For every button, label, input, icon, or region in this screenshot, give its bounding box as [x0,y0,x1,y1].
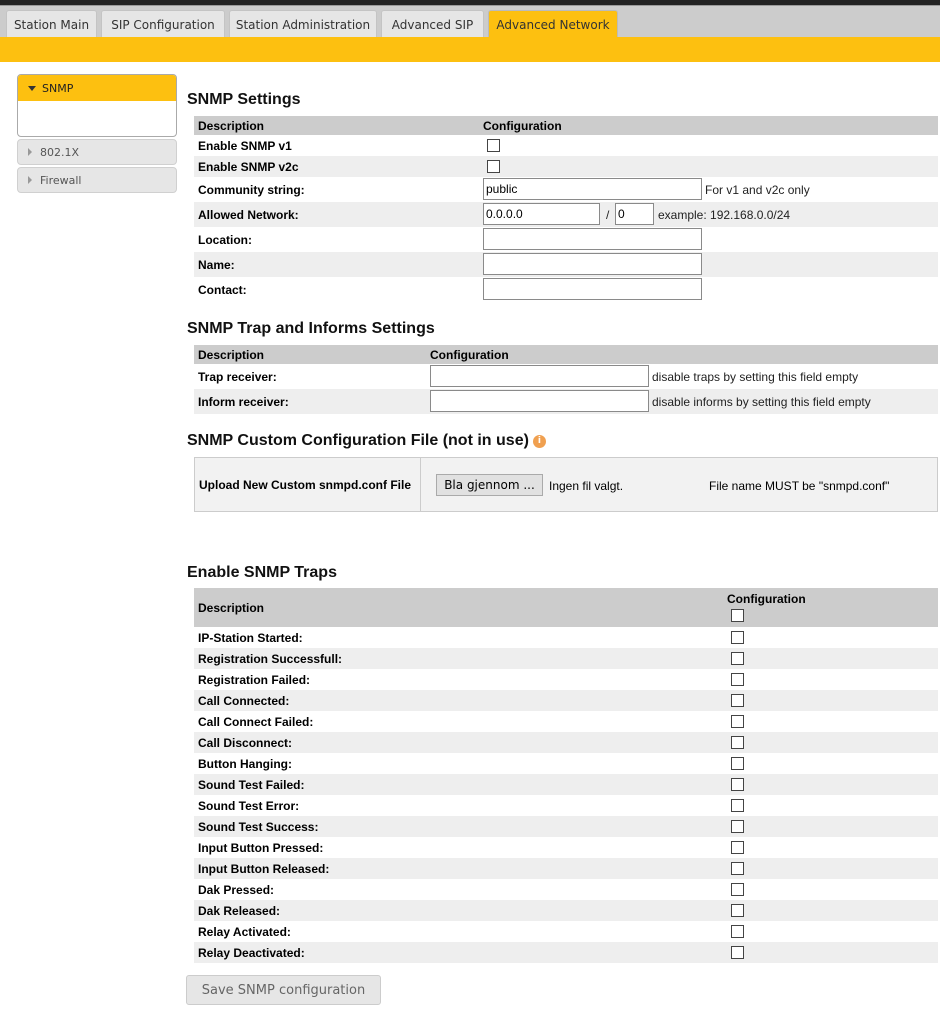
location-label: Location: [198,232,252,247]
trap-label: Call Disconnect: [198,735,293,750]
table-row [194,227,938,252]
tab-advanced-network[interactable]: Advanced Network [488,10,618,39]
info-icon[interactable]: i [533,435,546,448]
trap-receiver-input[interactable] [430,365,649,387]
sidebar [17,74,177,193]
col-configuration: Configuration [430,347,509,362]
sidebar-item-label: SNMP [42,81,74,95]
tab-station-administration[interactable]: Station Administration [229,10,377,39]
col-configuration: Configuration [727,592,806,606]
select-all-traps-checkbox[interactable] [731,609,744,622]
allowed-network-label: Allowed Network: [198,207,299,222]
allowed-network-note: example: 192.168.0.0/24 [658,207,791,222]
enable-traps-title: Enable SNMP Traps [187,564,337,581]
save-snmp-configuration-button[interactable]: Save SNMP configuration [186,975,381,1005]
table-row [194,364,938,389]
browse-file-button[interactable]: Bla gjennom ... [436,474,543,496]
tab-bar [0,5,940,37]
table-row [194,648,938,669]
trap-receiver-note: disable traps by setting this field empty [652,369,859,384]
table-row [194,156,938,177]
col-description: Description [198,118,265,133]
caret-right-icon [28,148,32,156]
trap-checkbox[interactable] [731,757,744,770]
community-string-input[interactable] [483,178,702,200]
sidebar-item-802-1x[interactable] [17,139,177,165]
trap-checkbox[interactable] [731,736,744,749]
enable-snmp-v2c-label: Enable SNMP v2c [198,159,299,174]
trap-checkbox[interactable] [731,652,744,665]
tab-content-bar [0,37,940,62]
inform-receiver-input[interactable] [430,390,649,412]
tab-advanced-sip[interactable]: Advanced SIP [381,10,484,39]
table-row [194,774,938,795]
table-row [194,816,938,837]
table-row [194,858,938,879]
table-row [194,202,938,227]
network-prefix-input[interactable] [615,203,654,225]
trap-checkbox[interactable] [731,862,744,875]
trap-label: Dak Pressed: [198,882,275,897]
table-row [194,277,938,302]
inform-receiver-label: Inform receiver: [198,394,289,409]
tab-station-main[interactable]: Station Main [6,10,97,39]
col-description: Description [198,601,265,615]
trap-receiver-label: Trap receiver: [198,369,277,384]
trap-checkbox[interactable] [731,883,744,896]
enable-snmp-v1-label: Enable SNMP v1 [198,138,292,153]
table-row [194,252,938,277]
no-file-selected-text: Ingen fil valgt. [549,479,624,493]
name-input[interactable] [483,253,702,275]
upload-divider [420,458,421,511]
community-string-note: For v1 and v2c only [705,182,810,197]
table-row [194,837,938,858]
table-row [194,627,938,648]
trap-checkbox[interactable] [731,799,744,812]
trap-settings-title: SNMP Trap and Informs Settings [187,320,435,337]
table-row [194,669,938,690]
trap-label: Sound Test Error: [198,798,300,813]
trap-checkbox[interactable] [731,673,744,686]
table-row [194,753,938,774]
sidebar-item-firewall[interactable] [17,167,177,193]
trap-checkbox[interactable] [731,694,744,707]
table-row [194,711,938,732]
trap-checkbox[interactable] [731,946,744,959]
trap-label: Input Button Pressed: [198,840,324,855]
table-row [194,942,938,963]
snmp-settings-title: SNMP Settings [187,91,301,108]
sidebar-item-label: Firewall [40,173,82,187]
custom-file-title-text: SNMP Custom Configuration File (not in use) [187,432,529,449]
table-row [194,732,938,753]
table-row [194,900,938,921]
trap-label: Relay Deactivated: [198,945,305,960]
sidebar-item-snmp [17,74,177,137]
trap-checkbox[interactable] [731,778,744,791]
contact-label: Contact: [198,282,247,297]
name-label: Name: [198,257,235,272]
sidebar-item-snmp-header[interactable] [18,75,176,101]
trap-label: IP-Station Started: [198,630,303,645]
table-row [194,135,938,156]
table-header [194,345,938,364]
trap-label: Relay Activated: [198,924,291,939]
caret-down-icon [28,86,36,91]
sidebar-item-label: 802.1X [40,145,80,159]
caret-right-icon [28,176,32,184]
trap-label: Sound Test Failed: [198,777,305,792]
table-row [194,177,938,202]
trap-checkbox[interactable] [731,631,744,644]
trap-label: Dak Released: [198,903,281,918]
col-description: Description [198,347,265,362]
trap-label: Call Connected: [198,693,290,708]
trap-settings-table [194,345,938,414]
upload-label: Upload New Custom snmpd.conf File [199,478,412,492]
trap-label: Sound Test Success: [198,819,319,834]
enable-snmp-v2c-checkbox[interactable] [487,160,500,173]
trap-checkbox[interactable] [731,715,744,728]
col-configuration: Configuration [483,118,562,133]
trap-checkbox[interactable] [731,820,744,833]
trap-label: Call Connect Failed: [198,714,314,729]
tab-sip-configuration[interactable]: SIP Configuration [101,10,225,39]
community-string-label: Community string: [198,182,305,197]
trap-label: Input Button Released: [198,861,330,876]
table-row [194,690,938,711]
trap-checkbox[interactable] [731,904,744,917]
table-row [194,879,938,900]
trap-label: Button Hanging: [198,756,292,771]
network-separator: / [606,207,610,222]
contact-input[interactable] [483,278,702,300]
trap-checkbox[interactable] [731,841,744,854]
table-row [194,921,938,942]
enable-traps-table [194,588,938,963]
table-header [194,588,938,627]
location-input[interactable] [483,228,702,250]
trap-label: Registration Failed: [198,672,311,687]
custom-file-title [187,432,546,450]
table-row [194,795,938,816]
snmp-settings-table [194,116,938,302]
upload-panel [194,457,938,512]
trap-label: Registration Successfull: [198,651,343,666]
allowed-network-input[interactable] [483,203,600,225]
trap-checkbox[interactable] [731,925,744,938]
table-header [194,116,938,135]
table-row [194,389,938,414]
enable-snmp-v1-checkbox[interactable] [487,139,500,152]
file-name-note: File name MUST be "snmpd.conf" [709,479,890,493]
inform-receiver-note: disable informs by setting this field empty [652,394,871,409]
